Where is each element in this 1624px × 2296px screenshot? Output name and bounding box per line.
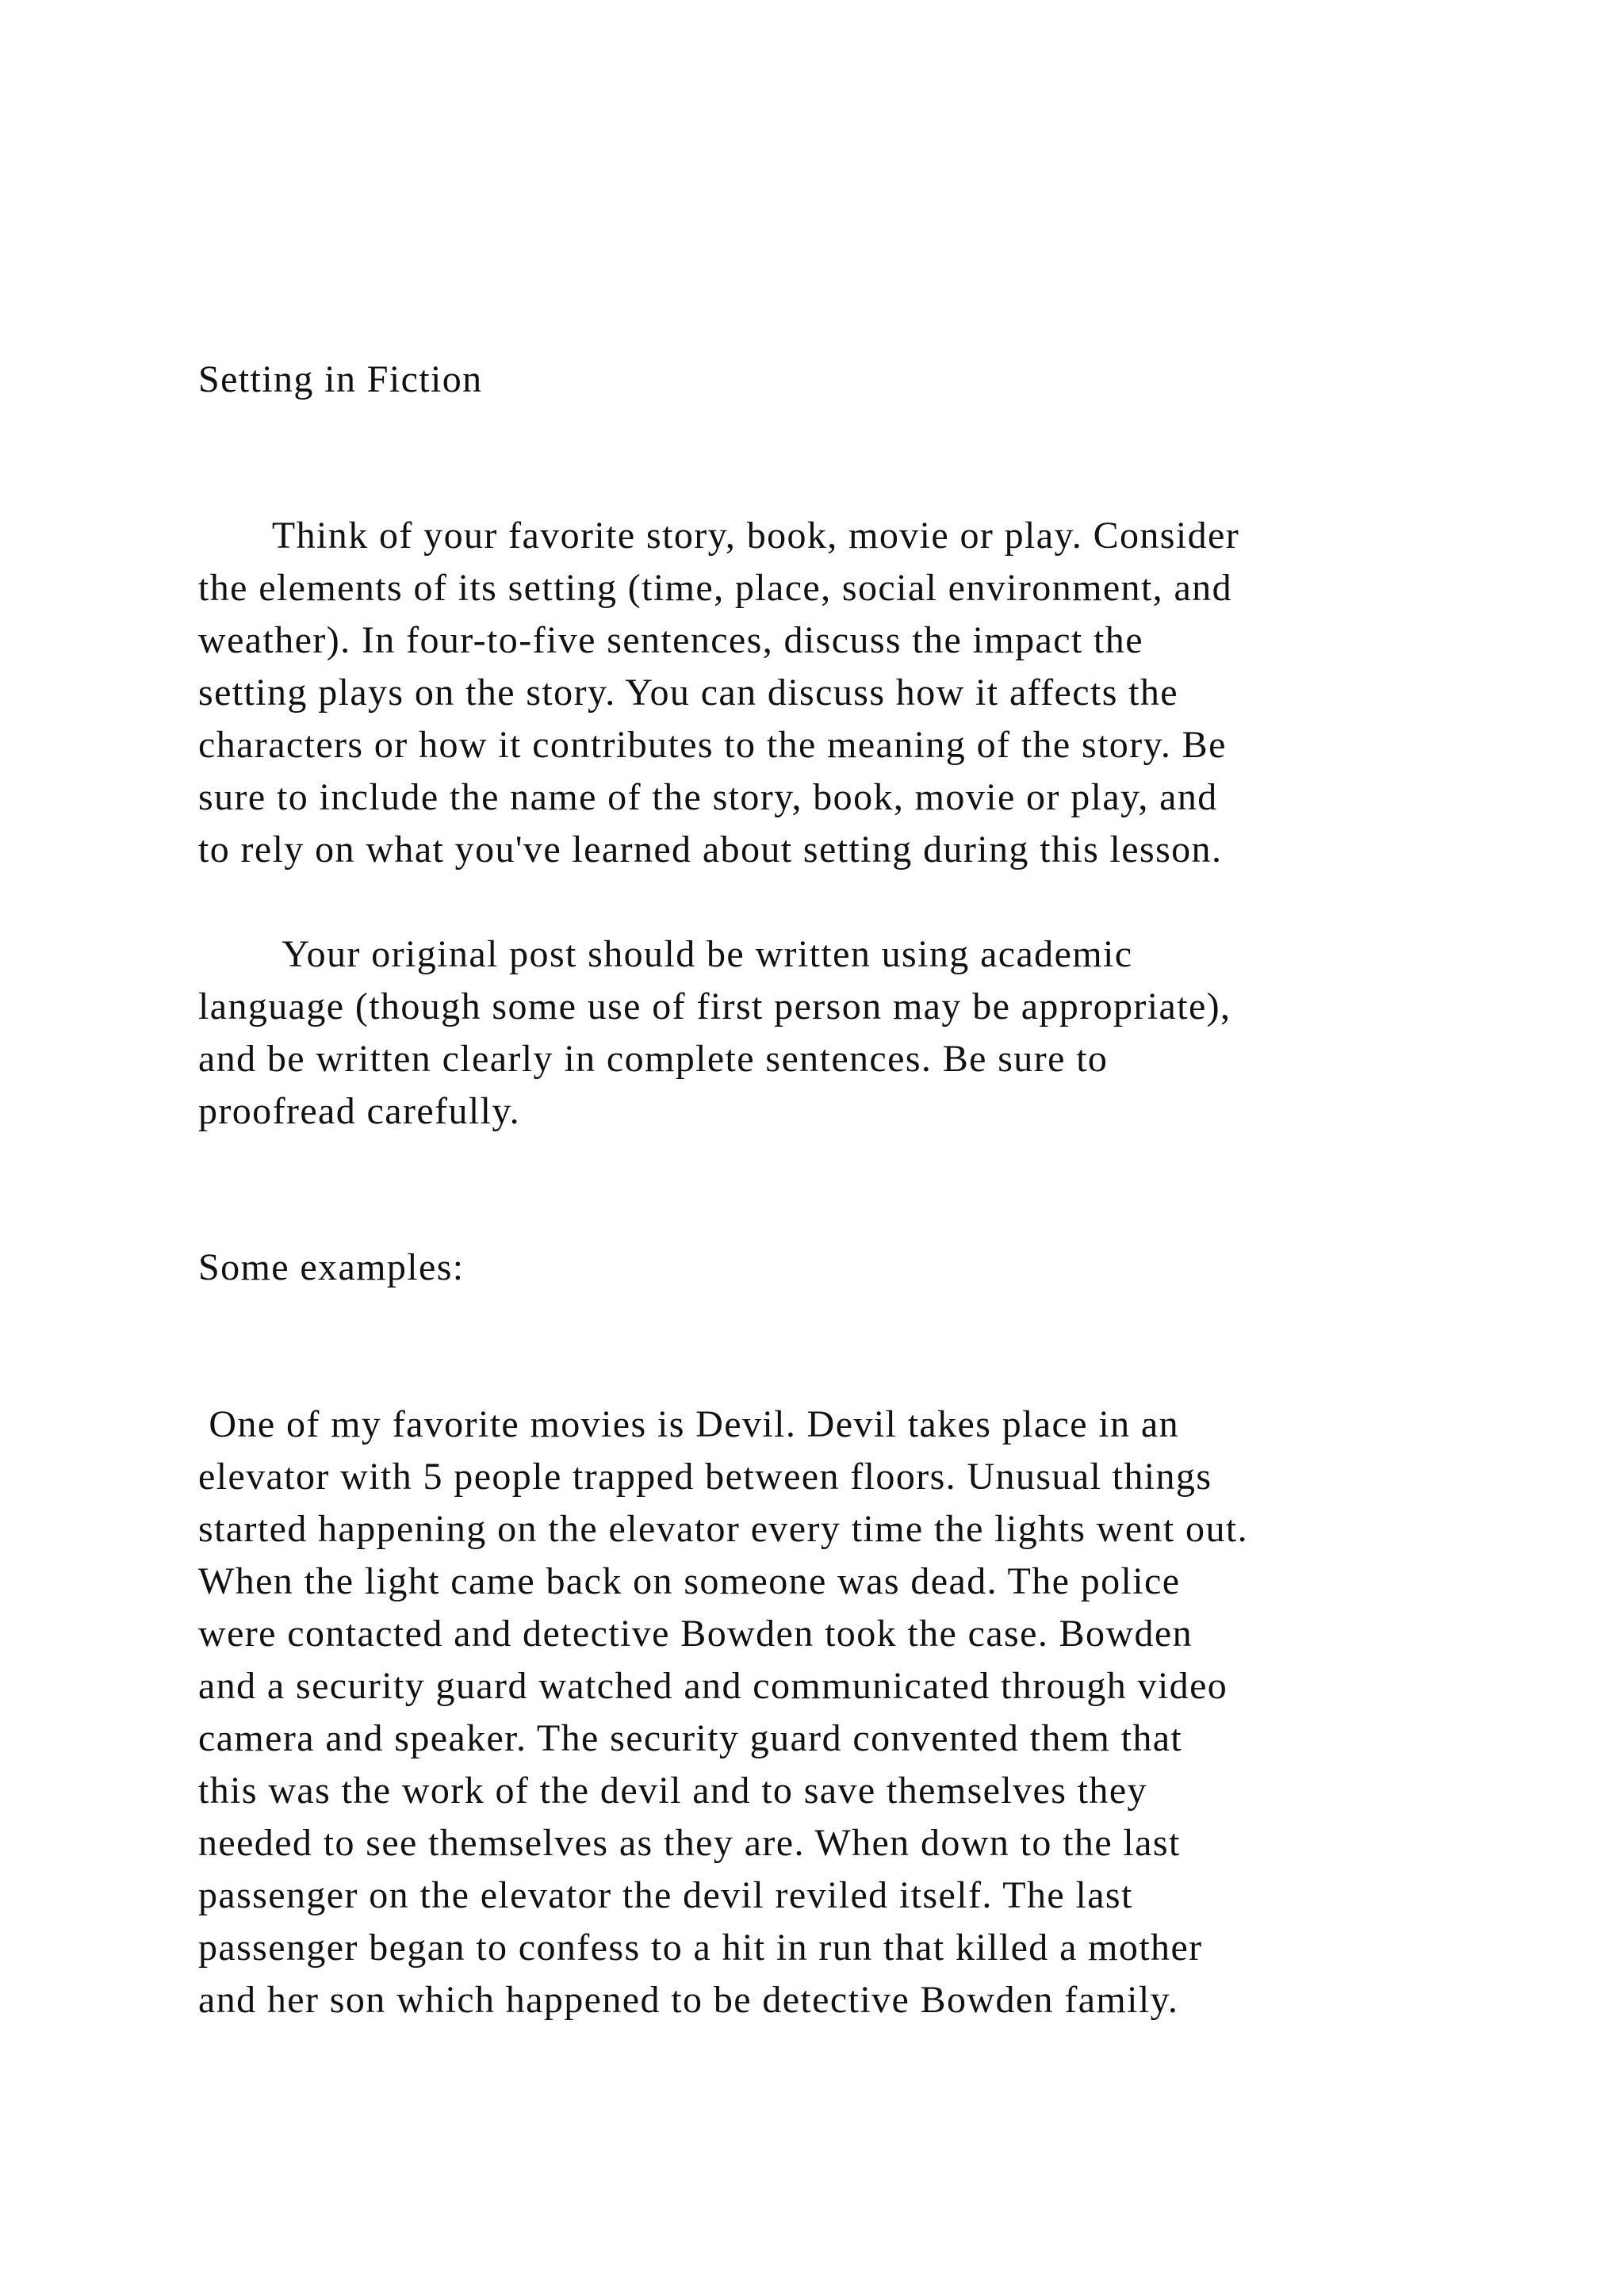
example-line: elevator with 5 people trapped between floors. Unusual things xyxy=(198,1456,1212,1498)
instruction-line: and be written clearly in complete sentences. Be sure to xyxy=(198,1038,1109,1080)
prompt-line: the elements of its setting (time, place, social environment, and xyxy=(198,567,1232,609)
example-line: When the light came back on someone was dead. The police xyxy=(198,1560,1181,1602)
example-line: started happening on the elevator every time the lights went out. xyxy=(198,1508,1248,1550)
prompt-line: setting plays on the story. You can discuss how it affects the xyxy=(198,672,1179,714)
instruction-line: Your original post should be written using academic xyxy=(198,933,1133,975)
example-line: and her son which happened to be detective Bowden family. xyxy=(198,1979,1179,2021)
example-line: this was the work of the devil and to save themselves they xyxy=(198,1770,1147,1812)
example-line: passenger began to confess to a hit in run that killed a mother xyxy=(198,1927,1203,1969)
example-line: needed to see themselves as they are. When down to the last xyxy=(198,1822,1181,1864)
prompt-line: weather). In four-to-five sentences, discuss the impact the xyxy=(198,619,1143,661)
example-line: camera and speaker. The security guard convented them that xyxy=(198,1717,1183,1759)
examples-heading: Some examples: xyxy=(198,1246,465,1288)
document-title: Setting in Fiction xyxy=(198,358,483,400)
example-line: passenger on the elevator the devil reviled itself. The last xyxy=(198,1874,1133,1916)
prompt-line: sure to include the name of the story, book, movie or play, and xyxy=(198,776,1218,818)
prompt-line: to rely on what you've learned about setting during this lesson. xyxy=(198,828,1223,871)
prompt-line: characters or how it contributes to the meaning of the story. Be xyxy=(198,724,1227,766)
instruction-line: proofread carefully. xyxy=(198,1090,520,1132)
instruction-line: language (though some use of first person may be appropriate), xyxy=(198,985,1231,1027)
example-line: One of my favorite movies is Devil. Devil takes place in an xyxy=(198,1403,1180,1445)
prompt-line: Think of your favorite story, book, movie or play. Consider xyxy=(198,515,1240,557)
example-line: were contacted and detective Bowden took the case. Bowden xyxy=(198,1613,1193,1655)
example-line: and a security guard watched and communicated through video xyxy=(198,1665,1228,1707)
